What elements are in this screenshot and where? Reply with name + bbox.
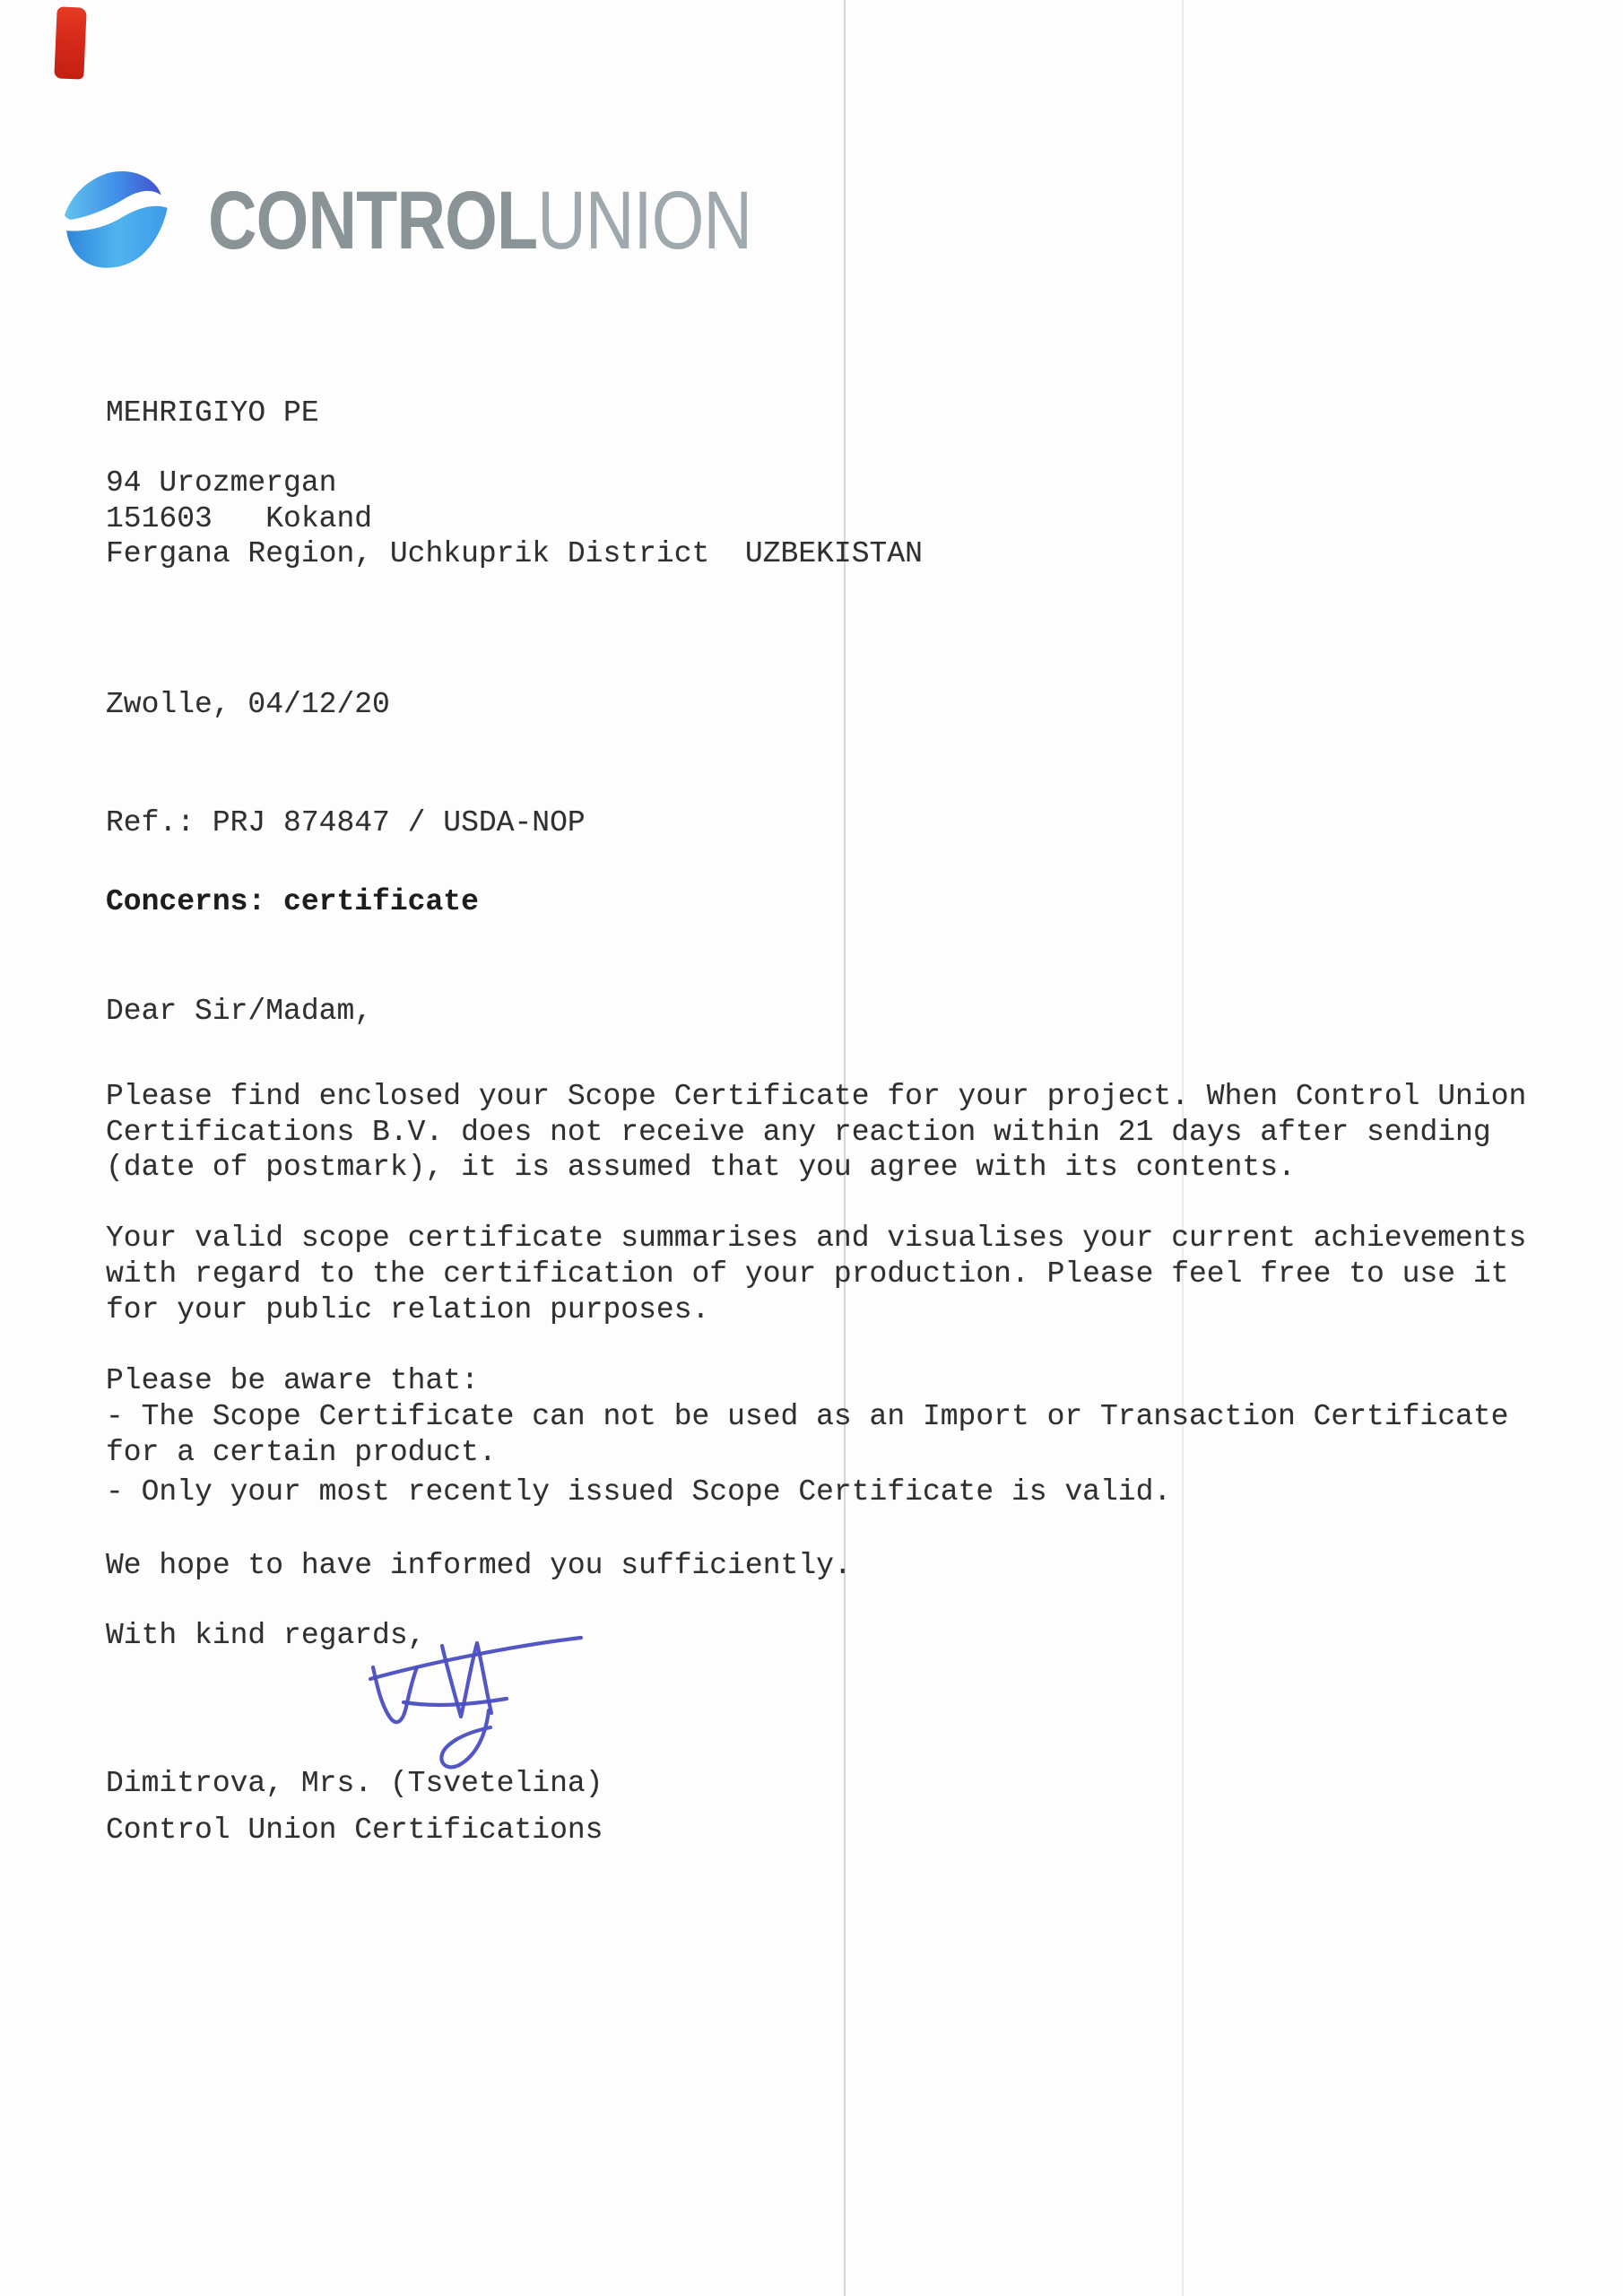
logo-globe-icon — [57, 165, 185, 283]
closing-line: With kind regards, — [106, 1619, 426, 1652]
signatory-name: Dimitrova, Mrs. (Tsvetelina) — [106, 1767, 603, 1800]
address-line: 151603 Kokand — [106, 502, 373, 535]
body-line: (date of postmark), it is assumed that you agree with its contents. — [106, 1151, 1296, 1184]
body-line: for a certain product. — [106, 1436, 497, 1469]
organization-name: Control Union Certifications — [106, 1813, 603, 1847]
body-line: Please be aware that: — [106, 1364, 479, 1397]
body-line: Your valid scope certificate summarises and visualises your current achievements — [106, 1222, 1527, 1255]
red-pen-mark — [54, 6, 86, 79]
date-line: Zwolle, 04/12/20 — [106, 688, 390, 721]
body-line: with regard to the certification of your production. Please feel free to use it — [106, 1257, 1509, 1291]
body-line: for your public relation purposes. — [106, 1293, 710, 1326]
body-line: Certifications B.V. does not receive any reaction within 21 days after sending — [106, 1116, 1491, 1149]
address-line: Fergana Region, Uchkuprik District UZBEKISTAN — [106, 537, 923, 570]
body-line: - Only your most recently issued Scope Certificate is valid. — [106, 1475, 1172, 1509]
address-line: 94 Urozmergan — [106, 466, 337, 500]
logo-word-control: CONTROL — [208, 175, 538, 266]
reference-line: Ref.: PRJ 874847 / USDA-NOP — [106, 806, 586, 839]
salutation: Dear Sir/Madam, — [106, 995, 373, 1028]
body-line: Please find enclosed your Scope Certificate for your project. When Control Union — [106, 1080, 1527, 1113]
concerns-line: Concerns: certificate — [106, 885, 479, 918]
recipient-name: MEHRIGIYO PE — [106, 396, 319, 430]
body-line: - The Scope Certificate can not be used as an Import or Transaction Certificate — [106, 1400, 1509, 1433]
logo-word-union: UNION — [537, 175, 752, 266]
logo-wordmark — [208, 175, 752, 266]
body-line: We hope to have informed you sufficiently. — [106, 1549, 852, 1582]
